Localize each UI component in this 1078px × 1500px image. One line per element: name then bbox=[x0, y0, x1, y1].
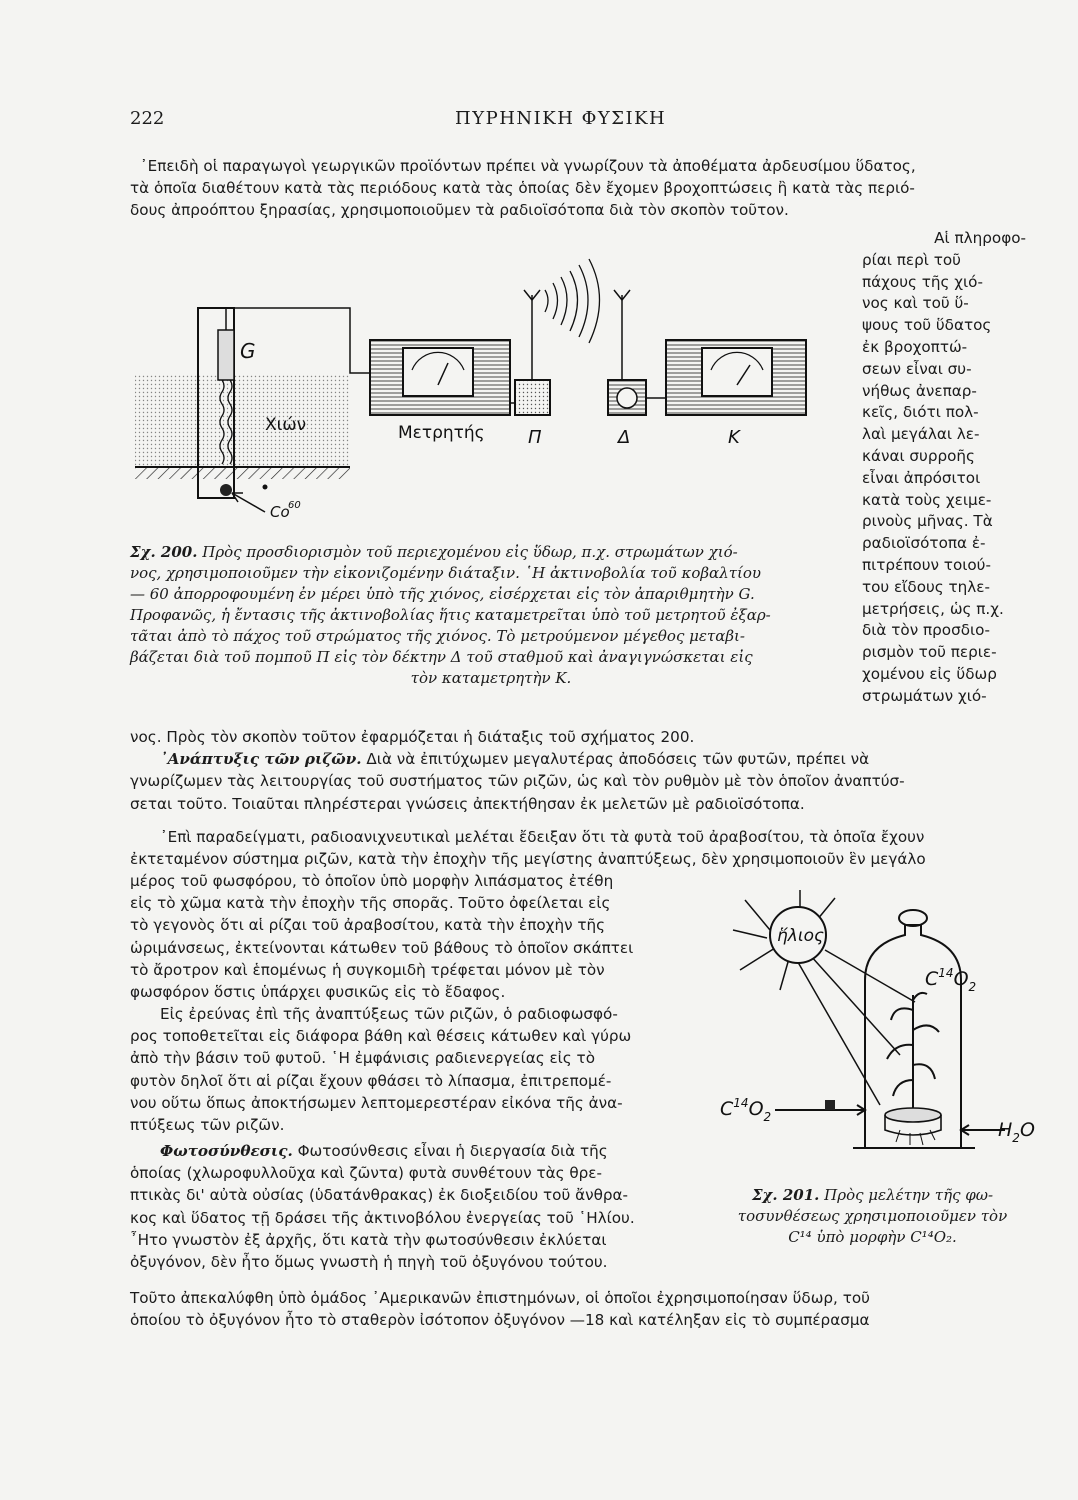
text-line: φωσφόρον ὅστις ὑπάρχει φυσικῶς εἰς τὸ ἔδαφος. bbox=[130, 982, 506, 1001]
label-delta: Δ bbox=[618, 427, 631, 448]
label-co2-top: $C^{14}O_2$ bbox=[925, 966, 977, 994]
caption-line: τᾶται ἀπὸ τὸ πάχος τοῦ στρώματος τῆς χιόνος. Τὸ μετρούμενον μέγεθος μεταβι- bbox=[130, 627, 745, 645]
label-counter: Μετρητής bbox=[398, 423, 485, 443]
text-line: ψους τοῦ ὕδατος bbox=[862, 316, 992, 335]
text-line: ὁποίας (χλωροφυλλοῦχα καὶ ζῶντα) φυτὰ συνθέτουν τὰς θρε- bbox=[130, 1164, 602, 1183]
text-line: πτύξεως τῶν ριζῶν. bbox=[130, 1115, 285, 1134]
text-line: δους ἀπροόπτου ξηρασίας, χρησιμοποιοῦμεν τὰ ραδιοϊσότοπα διὰ τὸν σκοπὸν τοῦτον. bbox=[130, 201, 789, 220]
text-line: νήθως ἀνεπαρ- bbox=[862, 381, 977, 400]
text-line: πάχους τῆς χιό- bbox=[862, 272, 983, 291]
label-co2-inlet: $C^{14}O_2$ bbox=[720, 1096, 772, 1124]
text-line: στρωμάτων χιό- bbox=[862, 686, 987, 705]
text-line: γνωρίζωμεν τὰς λειτουργίας τοῦ συστήματος τῶν ριζῶν, ὡς καὶ τὸν ρυθμὸν μὲ τὸν ὁποῖον ἀναπτύσ- bbox=[130, 772, 905, 791]
intro-paragraph bbox=[130, 155, 1028, 222]
figure-200-caption bbox=[130, 542, 852, 689]
text-line: ᾿Επειδὴ οἱ παραγωγοὶ γεωργικῶν προϊόντων πρέπει νὰ γνωρίζουν τὰ ἀποθέματα ἀρδευσίμου ὕδατος, bbox=[140, 157, 916, 175]
caption-line: C¹⁴ ὑπὸ μορφὴν C¹⁴O₂. bbox=[788, 1228, 957, 1246]
text-line: εἶναι ἀπρόσιτοι bbox=[862, 468, 981, 487]
caption-line: νος, χρησιμοποιοῦμεν τὴν εἰκονιζομένην διάταξιν. ῾Η ἀκτινοβολία τοῦ κοβαλτίου bbox=[130, 564, 762, 582]
caption-line: Πρὸς μελέτην τῆς φω- bbox=[824, 1186, 994, 1204]
label-h2o: $H_2O$ bbox=[998, 1119, 1035, 1145]
pot bbox=[885, 1108, 941, 1122]
text-line: σεων εἶναι συ- bbox=[862, 359, 972, 378]
text-line: εἰς τὸ χῶμα κατὰ τὴν ἐποχὴν τῆς σπορᾶς. Τοῦτο ὀφείλεται εἰς bbox=[130, 894, 611, 913]
transmitter-box bbox=[515, 380, 550, 415]
text-line: Εἰς ἐρεύνας ἐπὶ τῆς ἀναπτύξεως τῶν ριζῶν, ὁ ραδιοφωσφό- bbox=[160, 1005, 618, 1023]
text-line: ἐκτεταμένον σύστημα ριζῶν, κατὰ τὴν ἐποχὴν τῆς μεγίστης ἀναπτύξεως, δὲν χρησιμοποιοῦν ἓν μεγάλο bbox=[130, 850, 926, 869]
text-line: νου οὕτω ὅπως ἀποκτήσωμεν λεπτομερεστέραν εἰκόνα τῆς ἀνα- bbox=[130, 1093, 623, 1112]
roots-paragraph bbox=[130, 726, 1028, 815]
text-line: κεῖς, διότι πολ- bbox=[862, 403, 979, 422]
text-line: ὀξυγόνον, δὲν ἦτο ὅμως γνωστὴ ἡ πηγὴ τοῦ ὀξυγόνου τούτου. bbox=[130, 1252, 608, 1271]
side-column bbox=[862, 228, 1026, 708]
page-title: ΠΥΡΗΝΙΚΗ ΦΥΣΙΚΗ bbox=[455, 108, 667, 129]
photosynthesis-continuation bbox=[130, 1287, 1028, 1331]
label-snow: Χιών bbox=[265, 415, 307, 435]
label-g: G bbox=[240, 339, 256, 363]
snow-layer bbox=[135, 375, 350, 467]
caption-line: τοσυνθέσεως χρησιμοποιοῦμεν τὸν bbox=[737, 1207, 1008, 1225]
text-line: Φωτοσύνθεσις εἶναι ἡ διεργασία διὰ τῆς bbox=[292, 1142, 608, 1160]
text-line: ὁποίου τὸ ὀξυγόνον ἦτο τὸ σταθερὸν ἰσότοπον ὀξυγόνον —18 καὶ κατέληξαν εἰς τὸ συμπέρασμα bbox=[130, 1311, 870, 1330]
caption-line: βάζεται διὰ τοῦ πομποῦ Π εἰς τὸν δέκτην Δ τοῦ σταθμοῦ καὶ ἀναγιγνώσκεται εἰς bbox=[130, 648, 753, 666]
figure-200-label: Σχ. 200. bbox=[130, 543, 198, 561]
roots-heading: ᾿Ανάπτυξις τῶν ριζῶν. bbox=[160, 750, 362, 769]
figure-200-diagram bbox=[130, 235, 845, 535]
text-line: Αἱ πληροφο- bbox=[934, 229, 1026, 247]
corn-paragraph-narrow bbox=[130, 870, 690, 1003]
text-line: ραδιοϊσότοπα ἐ- bbox=[862, 534, 986, 553]
label-sun: ἥλιος bbox=[777, 926, 824, 946]
text-line: μετρήσεις, ὡς π.χ. bbox=[862, 599, 1004, 618]
corn-paragraph bbox=[130, 826, 1028, 870]
text-line: ᾿Επὶ παραδείγματι, ραδιοανιχνευτικαὶ μελέται ἔδειξαν ὅτι τὰ φυτὰ τοῦ ἀραβοσίτου, τὰ ὁποῖα ἔχουν bbox=[160, 828, 925, 846]
text-line: ρίαι περὶ τοῦ bbox=[862, 250, 961, 269]
phosphor-paragraph bbox=[130, 1003, 690, 1136]
text-line: ρισμὸν τοῦ περιε- bbox=[862, 643, 997, 662]
text-line: ρινοὺς μῆνας. Τὰ bbox=[862, 512, 993, 531]
photosynthesis-heading: Φωτοσύνθεσις. bbox=[160, 1142, 293, 1160]
text-line: χομένου εἰς ὕδωρ bbox=[862, 664, 997, 683]
figure-201-diagram bbox=[705, 890, 1045, 1170]
text-line: του εἴδους τηλε- bbox=[862, 577, 990, 596]
caption-line: τὸν καταμετρητὴν Κ. bbox=[410, 669, 572, 687]
caption-line: — 60 ἀπορροφουμένη ἐν μέρει ὑπὸ τῆς χιόνος, εἰσέρχεται εἰς τὸν ἀπαριθμητὴν G. bbox=[130, 585, 755, 603]
text-line: τὸ ἄροτρον καὶ ἑπομένως ἡ συγκομιδὴ τρέφεται μόνον μὲ τὸν bbox=[130, 960, 605, 979]
plant-icon bbox=[887, 993, 939, 1115]
text-line: κος καὶ ὕδατος τῇ δράσει τῆς ἀκτινοβόλου ἐνεργείας τοῦ ῾Ηλίου. bbox=[130, 1208, 635, 1227]
text-line: λαὶ μεγάλαι λε- bbox=[862, 425, 980, 444]
label-cobalt-mass: 60 bbox=[288, 500, 301, 511]
text-line: Τοῦτο ἀπεκαλύφθη ὑπὸ ὁμάδος ᾿Αμερικανῶν ἐπιστημόνων, οἱ ὁποῖοι ἐχρησιμοποίησαν ὕδωρ, τοῦ bbox=[130, 1289, 870, 1307]
text-line: σεται τοῦτο. Τοιαῦται πληρέστεραι γνώσεις ἀπεκτήθησαν ἐκ μελετῶν μὲ ραδιοϊσότοπα. bbox=[130, 794, 805, 813]
page-number: 222 bbox=[130, 108, 165, 129]
text-line: διὰ τὸν προσδιο- bbox=[862, 621, 990, 640]
text-line: ἐκ βροχοπτώ- bbox=[862, 337, 968, 356]
text-line: κάναι συρροῆς bbox=[862, 446, 975, 465]
photosynthesis-paragraph bbox=[130, 1140, 690, 1273]
label-k: Κ bbox=[728, 427, 740, 448]
caption-line: Πρὸς προσδιορισμὸν τοῦ περιεχομένου εἰς ὕδωρ, π.χ. στρωμάτων χιό- bbox=[202, 543, 738, 561]
text-line: ρος τοποθετεῖται εἰς διάφορα βάθη καὶ θέσεις κάτωθεν καὶ γύρω bbox=[130, 1027, 632, 1046]
label-cobalt: Co bbox=[270, 503, 290, 521]
text-line: πτικὰς δι' αὐτὰ οὐσίας (ὑδατάνθρακας) ἐκ διοξειδίου τοῦ ἄνθρα- bbox=[130, 1186, 629, 1205]
figure-201-caption bbox=[720, 1185, 1025, 1248]
text-line: τὸ γεγονὸς ὅτι αἱ ρίζαι τοῦ ἀραβοσίτου, κατὰ τὴν ἐποχὴν τῆς bbox=[130, 916, 606, 935]
text-line: νος καὶ τοῦ ὕ- bbox=[862, 294, 969, 313]
text-line: ὡριμάνσεως, ἐκτείνονται κάτωθεν τοῦ βάθους τὸ ὁποῖον σκάπτει bbox=[130, 938, 634, 957]
text-line: κατὰ τοὺς χειμε- bbox=[862, 490, 992, 509]
ground-hatch bbox=[135, 467, 350, 479]
text-line: νος. Πρὸς τὸν σκοπὸν τοῦτον ἐφαρμόζεται ἡ διάταξις τοῦ σχήματος 200. bbox=[130, 728, 695, 746]
text-line: πιτρέπουν τοιού- bbox=[862, 555, 991, 574]
text-line: Διὰ νὰ ἐπιτύχωμεν μεγαλυτέρας ἀποδόσεις τῶν φυτῶν, πρέπει νὰ bbox=[361, 750, 870, 769]
text-line: φυτὸν δηλοῖ ὅτι αἱ ρίζαι ἔχουν φθάσει τὸ λίπασμα, ἐπιτρεπομέ- bbox=[130, 1071, 612, 1090]
text-line: ἀπὸ τὴν βάσιν τοῦ φυτοῦ. ῾Η ἐμφάνισις ραδιενεργείας εἰς τὸ bbox=[130, 1049, 595, 1068]
text-line: τὰ ὁποῖα διαθέτουν κατὰ τὰς περιόδους κατὰ τὰς ὁποίας δὲν ἔχομεν βροχοπτώσεις ἢ κατὰ τὰς περιό- bbox=[130, 179, 915, 198]
caption-line: Προφανῶς, ἡ ἔντασις τῆς ἀκτινοβολίας ἥτις καταμετρεῖται ὑπὸ τοῦ μετρητοῦ ἐξαρ- bbox=[130, 606, 771, 624]
geiger-counter-g bbox=[218, 330, 234, 380]
text-line: ῏Ητο γνωστὸν ἐξ ἀρχῆς, ὅτι κατὰ τὴν φωτοσύνθεσιν ἐκλύεται bbox=[130, 1230, 607, 1249]
cobalt-source bbox=[220, 484, 232, 496]
text-line: μέρος τοῦ φωσφόρου, τὸ ὁποῖον ὑπὸ μορφὴν λιπάσματος ἐτέθη bbox=[130, 872, 614, 890]
label-pi: Π bbox=[528, 427, 542, 448]
figure-201-label: Σχ. 201. bbox=[751, 1186, 820, 1204]
